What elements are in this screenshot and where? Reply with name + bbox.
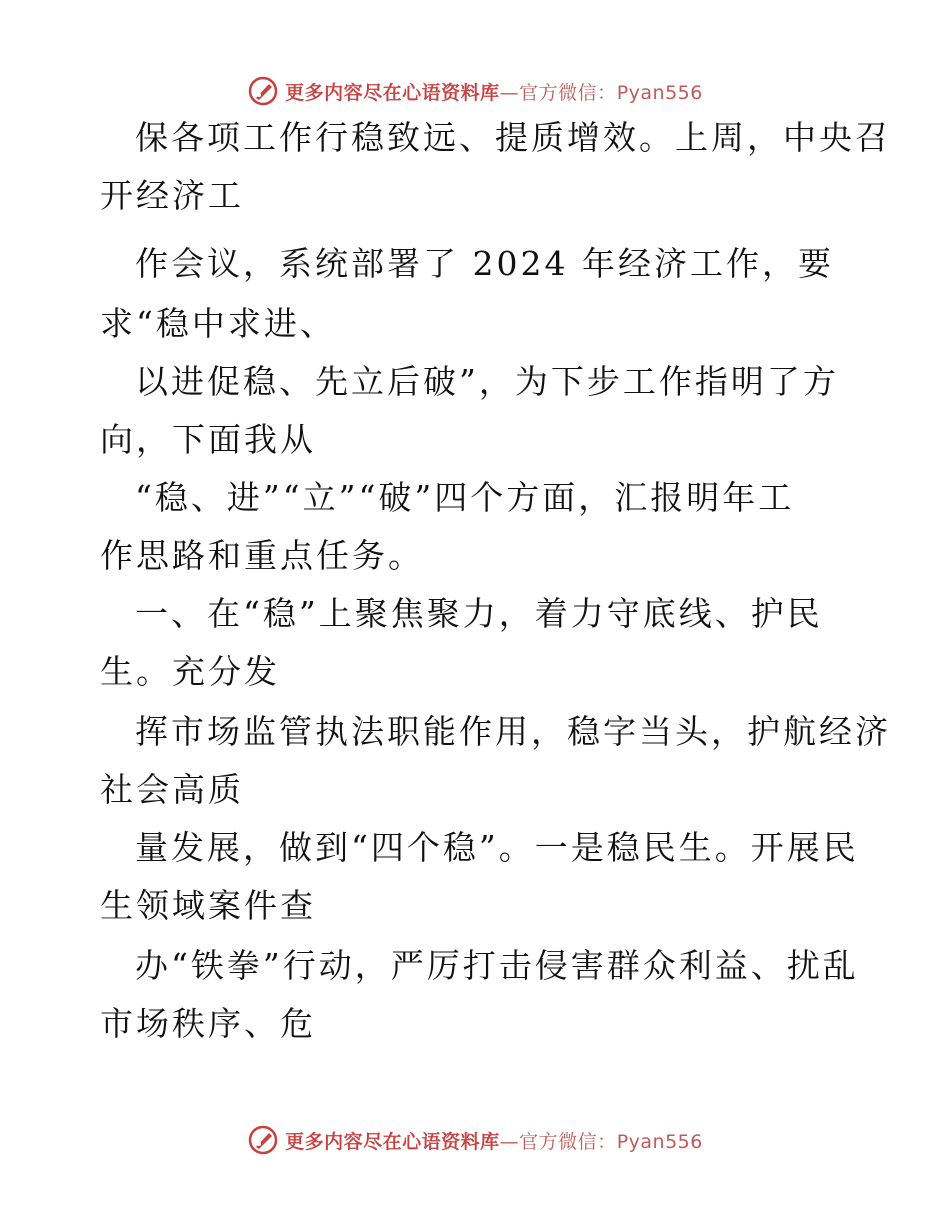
text-line: 开经济工	[100, 176, 244, 215]
watermark-wechat-id: Pyan556	[616, 1130, 703, 1153]
watermark-brand: 更多内容尽在心语资料库	[285, 81, 500, 104]
watermark-wechat-id: Pyan556	[616, 81, 703, 104]
text-line: 作思路和重点任务。	[100, 536, 424, 575]
text-line: 作会议，系统部署了 2024 年经济工作，要	[135, 244, 834, 283]
footer-watermark	[0, 1120, 950, 1160]
watermark-separator: —官方微信：	[499, 1130, 617, 1153]
header-watermark	[0, 71, 950, 111]
text-line: 社会高质	[100, 770, 244, 809]
text-line: 向，下面我从	[100, 420, 316, 459]
text-line: 量发展，做到“四个稳”。一是稳民生。开展民	[135, 828, 859, 867]
watermark-brand: 更多内容尽在心语资料库	[285, 1130, 500, 1153]
text-line: 市场秩序、危	[100, 1004, 316, 1043]
text-line: 求“稳中求进、	[100, 304, 336, 343]
text-line: 挥市场监管执法职能作用，稳字当头，护航经济	[135, 712, 891, 751]
text-line: 办“铁拳”行动，严厉打击侵害群众利益、扰乱	[135, 946, 859, 985]
watermark-separator: —官方微信：	[499, 81, 617, 104]
text-line: “稳、进”“立”“破”四个方面，汇报明年工	[135, 478, 795, 517]
text-line: 生领域案件查	[100, 886, 316, 925]
text-line: 生。充分发	[100, 652, 280, 691]
pen-circle-logo-icon	[247, 1124, 279, 1156]
pen-circle-logo-icon	[247, 75, 279, 107]
text-line: 一、在“稳”上聚焦聚力，着力守底线、护民	[135, 594, 823, 633]
text-line: 保各项工作行稳致远、提质增效。上周，中央召	[135, 118, 891, 157]
text-line: 以进促稳、先立后破”，为下步工作指明了方	[135, 362, 839, 401]
